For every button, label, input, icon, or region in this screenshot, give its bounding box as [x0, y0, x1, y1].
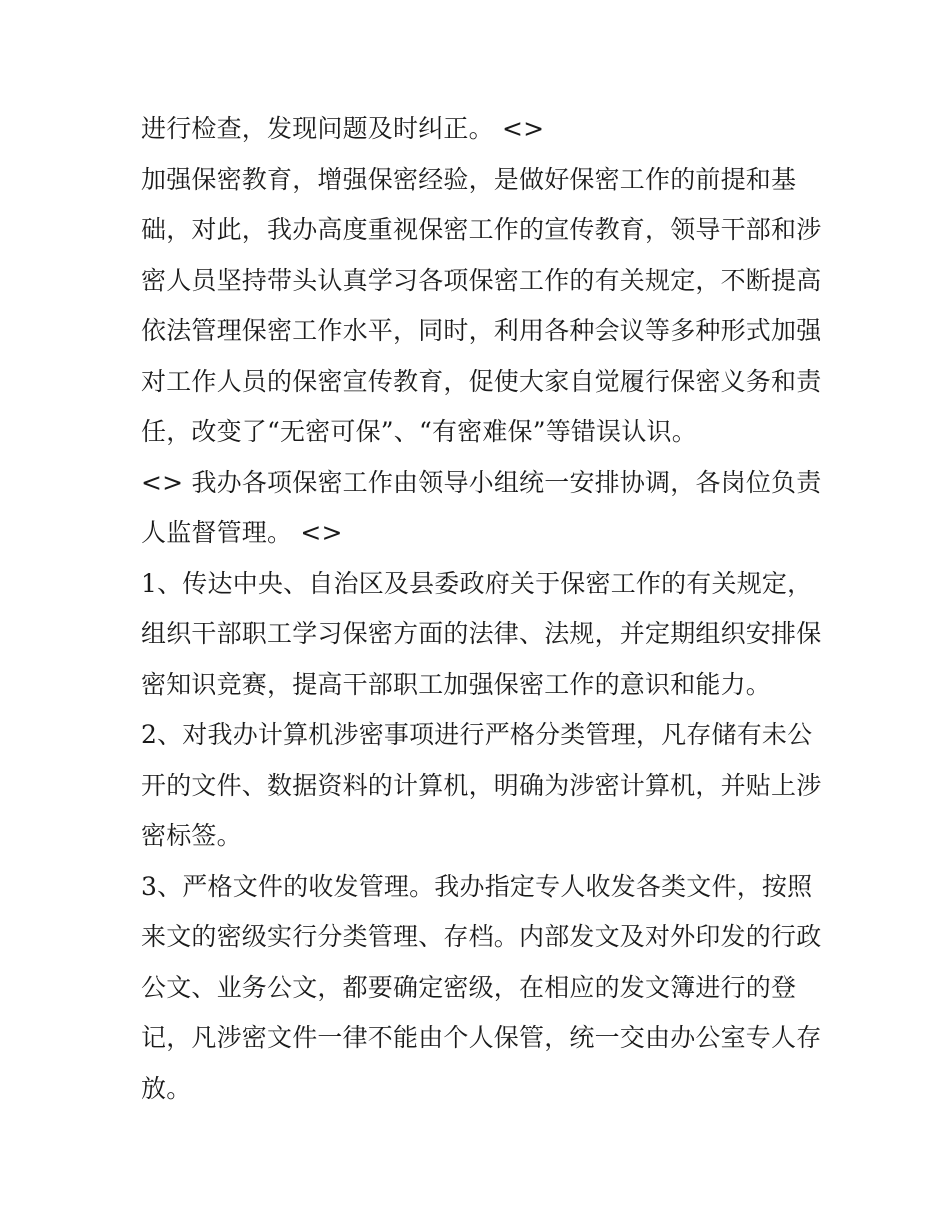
text-line: 人监督管理。 <>	[141, 518, 343, 547]
text-line: 加强保密教育，增强保密经验，是做好保密工作的前提和基	[141, 165, 797, 194]
text-line: 进行检查，发现问题及时纠正。 <>	[141, 114, 545, 143]
text-line: 依法管理保密工作水平，同时，利用各种会议等多种形式加强	[141, 316, 822, 345]
text-line: 组织干部职工学习保密方面的法律、法规，并定期组织安排保	[141, 619, 822, 648]
text-line: <> 我办各项保密工作由领导小组统一安排协调，各岗位负责	[141, 468, 822, 497]
text-line: 任，改变了“无密可保”、“有密难保”等错误认识。	[141, 417, 697, 446]
text-line: 密知识竞赛，提高干部职工加强保密工作的意识和能力。	[141, 670, 772, 699]
text-line: 对工作人员的保密宣传教育，促使大家自觉履行保密义务和责	[141, 367, 822, 396]
text-line: 公文、业务公文，都要确定密级，在相应的发文簿进行的登	[141, 973, 797, 1002]
text-line: 放。	[141, 1074, 192, 1103]
text-line: 1、传达中央、自治区及县委政府关于保密工作的有关规定，	[141, 569, 813, 598]
text-line: 密标签。	[141, 821, 242, 850]
text-line: 开的文件、数据资料的计算机，明确为涉密计算机，并贴上涉	[141, 771, 822, 800]
text-line: 记，凡涉密文件一律不能由个人保管，统一交由办公室专人存	[141, 1023, 822, 1052]
text-line: 3、严格文件的收发管理。我办指定专人收发各类文件，按照	[141, 872, 813, 901]
text-line: 密人员坚持带头认真学习各项保密工作的有关规定，不断提高	[141, 266, 822, 295]
text-line: 础，对此，我办高度重视保密工作的宣传教育，领导干部和涉	[141, 215, 822, 244]
text-line: 2、对我办计算机涉密事项进行严格分类管理，凡存储有未公	[141, 720, 813, 749]
text-line: 来文的密级实行分类管理、存档。内部发文及对外印发的行政	[141, 922, 822, 951]
